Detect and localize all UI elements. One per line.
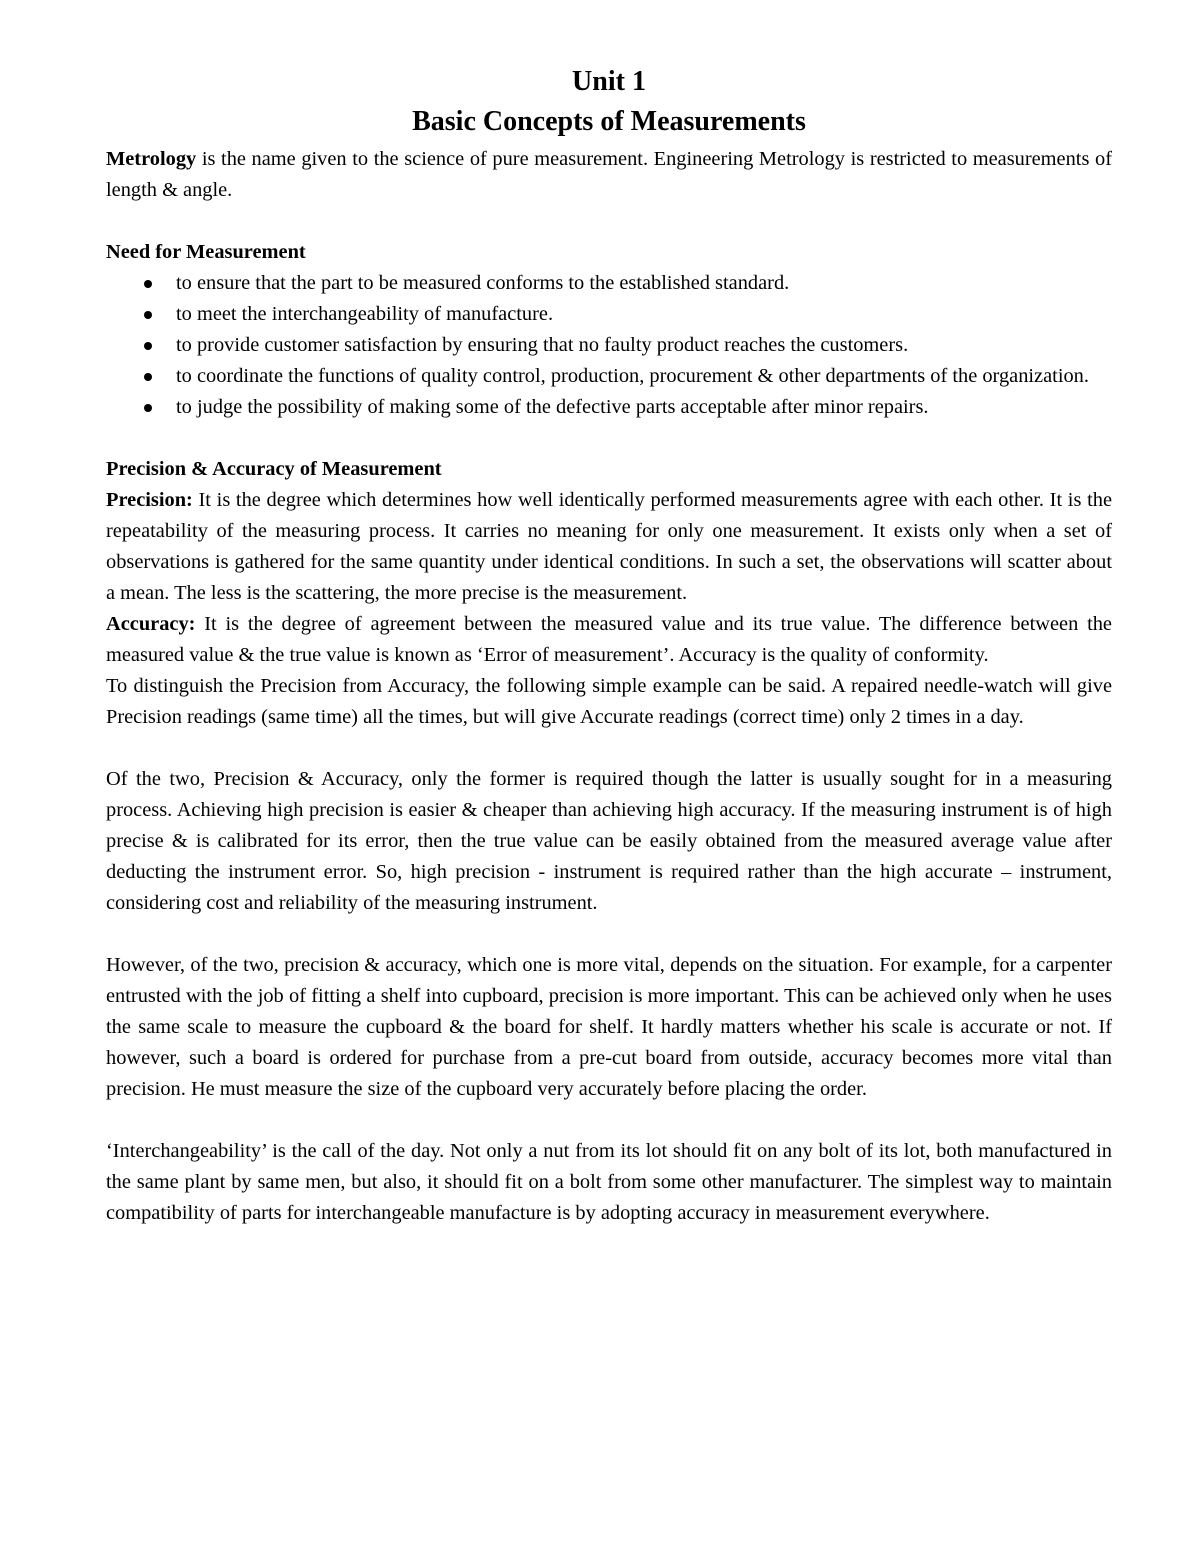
- spacer: [106, 423, 1112, 454]
- spacer: [106, 919, 1112, 950]
- precision-term: Precision:: [106, 489, 193, 511]
- accuracy-term: Accuracy:: [106, 613, 196, 635]
- accuracy-paragraph: [106, 609, 1112, 671]
- list-item: [106, 268, 1112, 299]
- precision-paragraph: [106, 485, 1112, 609]
- list-item-text: to ensure that the part to be measured conforms to the established standard.: [176, 272, 790, 294]
- bullet-icon: [144, 373, 152, 381]
- unit-title: Unit 1: [572, 66, 646, 97]
- need-list: [106, 268, 1112, 423]
- list-item: [106, 299, 1112, 330]
- list-item-text: to provide customer satisfaction by ensuring that no faulty product reaches the customers.: [176, 334, 909, 356]
- list-item-text: to meet the interchangeability of manufacture.: [176, 303, 554, 325]
- metrology-text: is the name given to the science of pure measurement. Engineering Metrology is restricted to measurements of length & angle.: [106, 148, 1112, 201]
- precision-accuracy-heading: Precision & Accuracy of Measurement: [106, 458, 442, 480]
- list-item-text: to coordinate the functions of quality control, production, procurement & other departments of the organization.: [176, 365, 1089, 387]
- metrology-term: Metrology: [106, 148, 197, 170]
- metrology-definition: [106, 144, 1112, 206]
- list-item: [106, 392, 1112, 423]
- bullet-icon: [144, 311, 152, 319]
- precision-text: It is the degree which determines how well identically performed measurements agree with each other. It is the repeatability of the measuring process. It carries no meaning for only one measurement. It exists only when a set of observations is gathered for the same quantity under identical conditions. In such a set, the observations will scatter about a mean. The less is the scattering, the more precise is the measurement.: [106, 489, 1112, 604]
- spacer: [106, 1105, 1112, 1136]
- body-paragraph: ‘Interchangeability’ is the call of the day. Not only a nut from its lot should fit on any bolt of its lot, both manufactured in the same plant by same men, but also, it should fit on a bolt from some other manufacturer. The simplest way to maintain compatibility of parts for interchangeable manufacture is by adopting accuracy in measurement everywhere.: [106, 1140, 1112, 1224]
- bullet-icon: [144, 342, 152, 350]
- spacer: [106, 733, 1112, 764]
- spacer: [106, 206, 1112, 237]
- list-item: [106, 361, 1112, 392]
- example-paragraph: To distinguish the Precision from Accuracy, the following simple example can be said. A repaired needle-watch will give Precision readings (same time) all the times, but will give Accurate readings (correct time) only 2 times in a day.: [106, 675, 1112, 728]
- list-item-text: to judge the possibility of making some of the defective parts acceptable after minor repairs.: [176, 396, 929, 418]
- bullet-icon: [144, 404, 152, 412]
- list-item: [106, 330, 1112, 361]
- accuracy-text: It is the degree of agreement between the measured value and its true value. The difference between the measured value & the true value is known as ‘Error of measurement’. Accuracy is the quality of conformity.: [106, 613, 1112, 666]
- body-paragraph: Of the two, Precision & Accuracy, only the former is required though the latter is usually sought for in a measuring process. Achieving high precision is easier & cheaper than achieving high accuracy. If the measuring instrument is of high precise & is calibrated for its error, then the true value can be easily obtained from the measured average value after deducting the instrument error. So, high precision - instrument is required rather than the high accurate – instrument, considering cost and reliability of the measuring instrument.: [106, 768, 1112, 914]
- need-heading: Need for Measurement: [106, 241, 306, 263]
- main-title: Basic Concepts of Measurements: [412, 106, 806, 137]
- body-paragraph: However, of the two, precision & accuracy, which one is more vital, depends on the situation. For example, for a carpenter entrusted with the job of fitting a shelf into cupboard, precision is more important. This can be achieved only when he uses the same scale to measure the cupboard & the board for shelf. It hardly matters whether his scale is accurate or not. If however, such a board is ordered for purchase from a pre-cut board from outside, accuracy becomes more vital than precision. He must measure the size of the cupboard very accurately before placing the order.: [106, 954, 1112, 1100]
- document-page: [106, 62, 1112, 1229]
- bullet-icon: [144, 280, 152, 288]
